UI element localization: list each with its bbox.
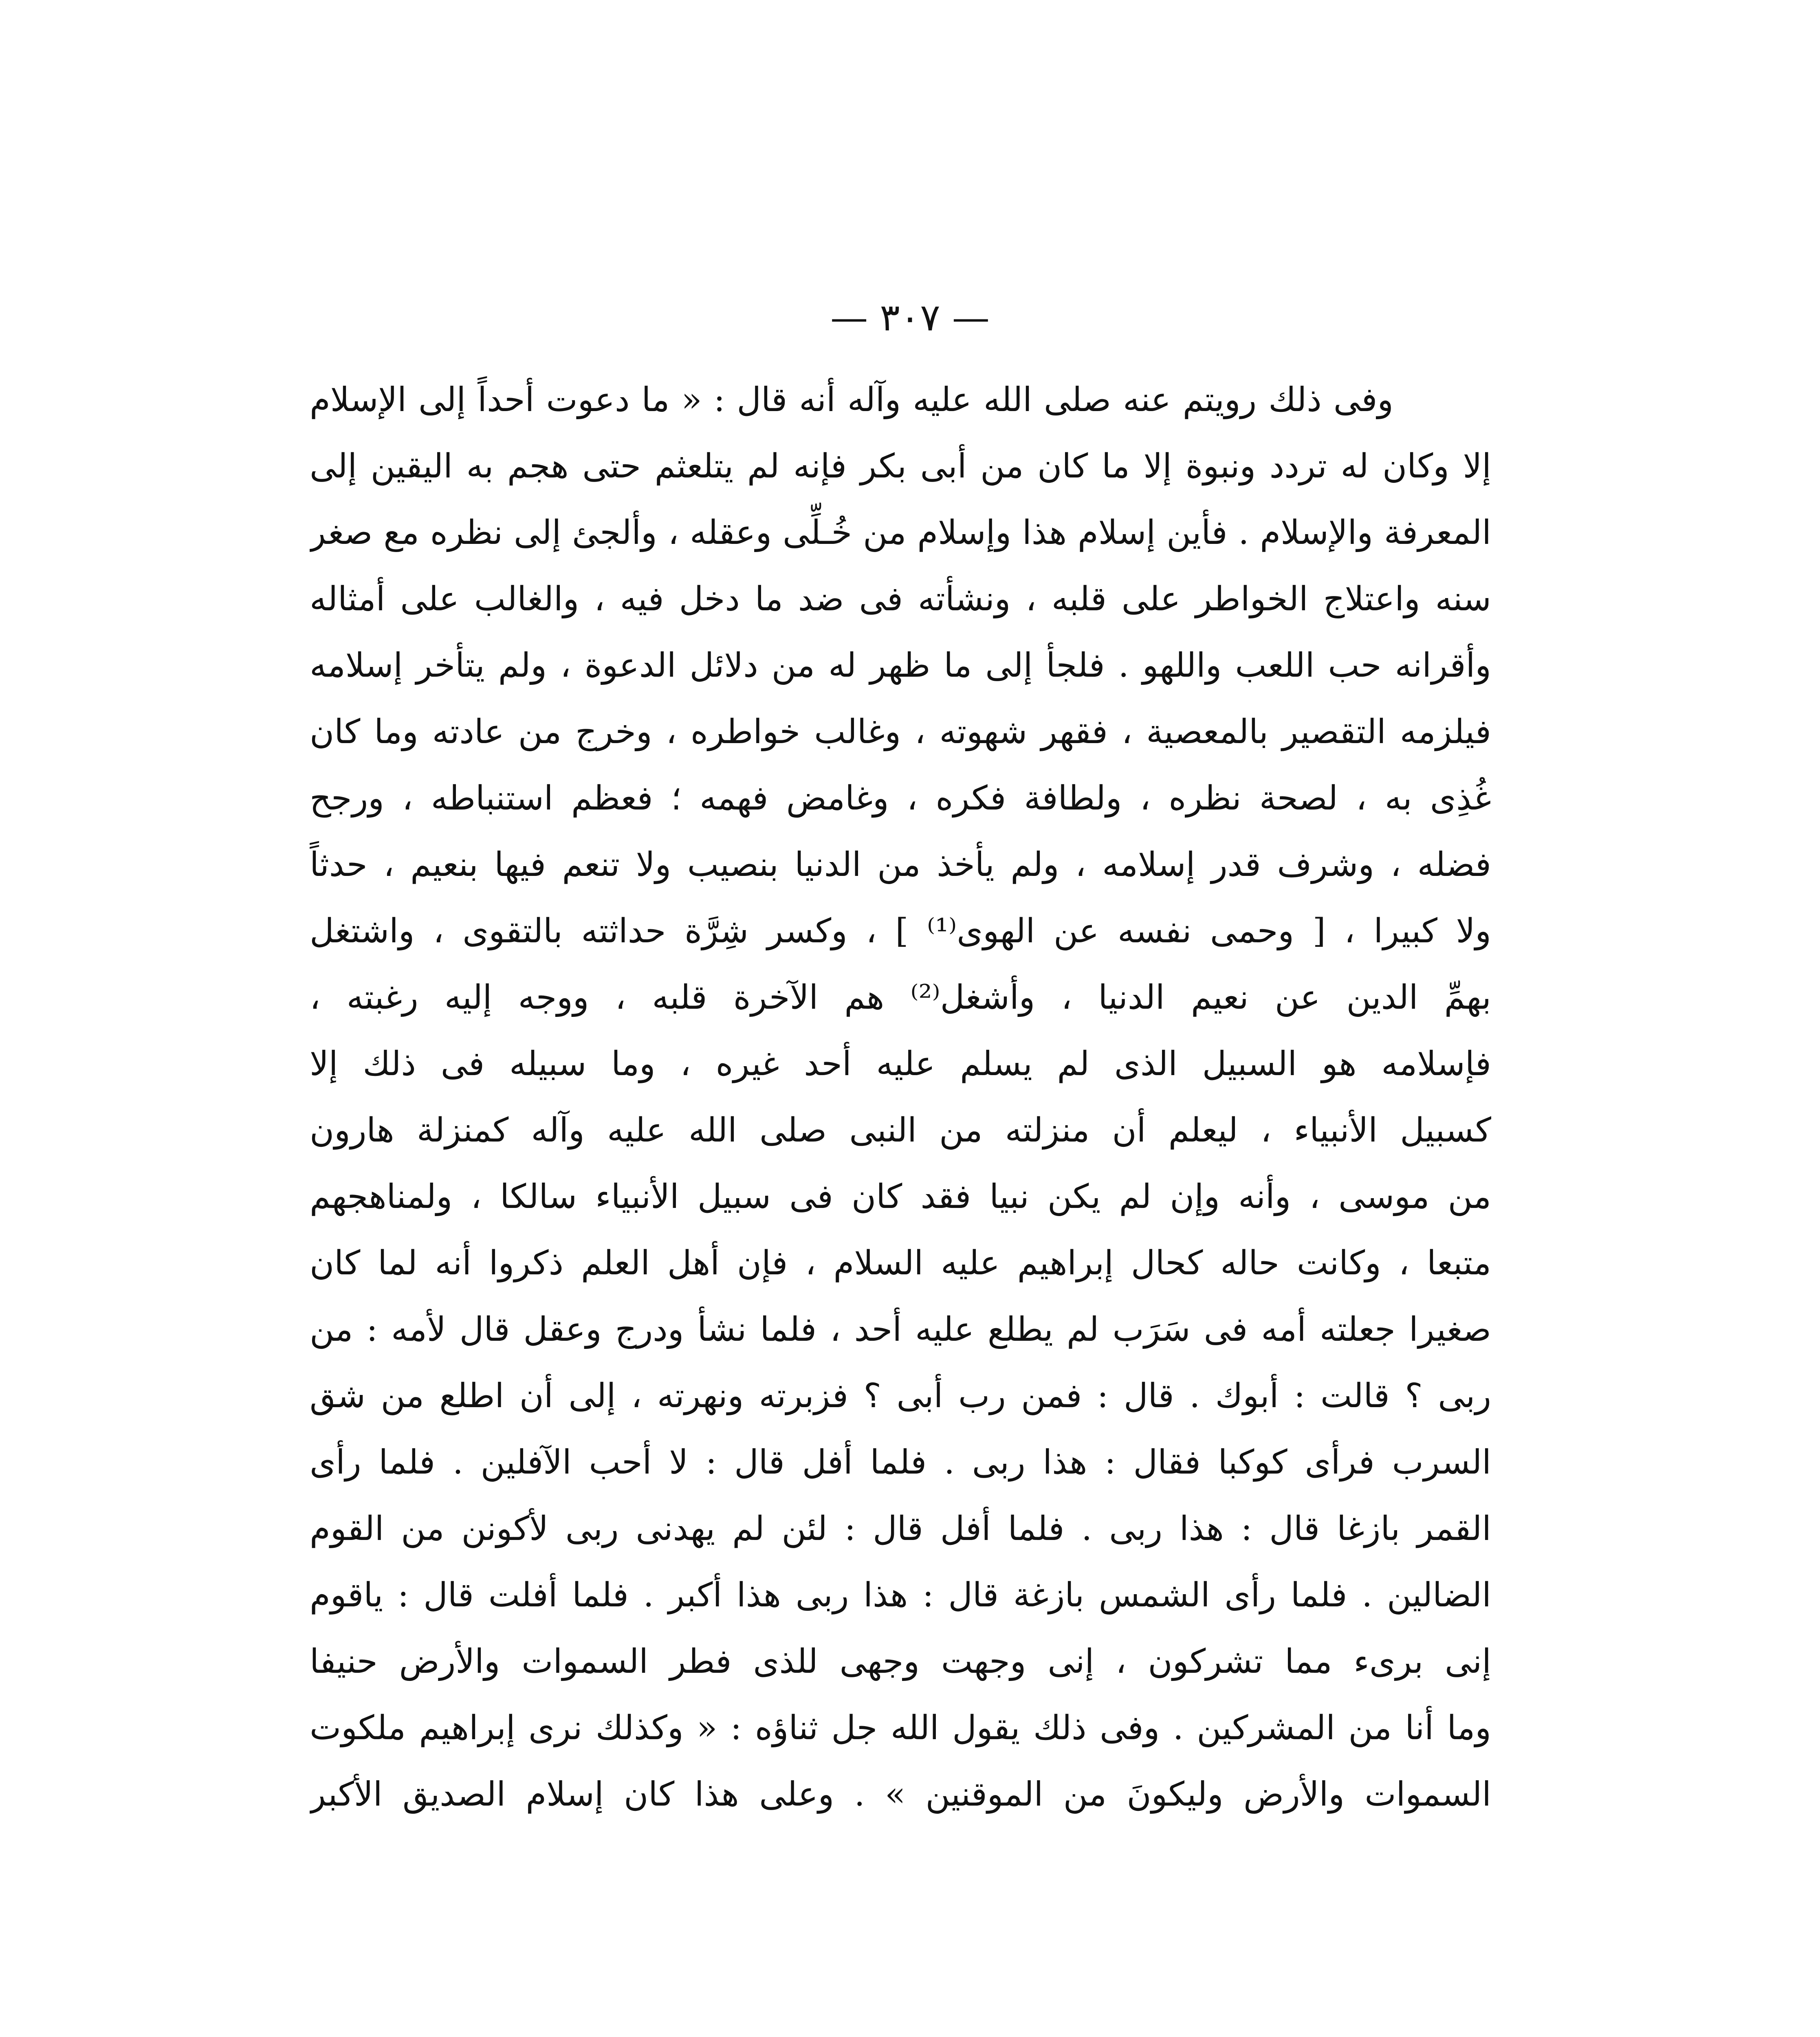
text-line: السموات والأرض وليكونَ من الموقنين » . وعلى هذا كان إسلام الصديق الأكبر (310, 1775, 1491, 1814)
main-text-block (310, 367, 1491, 1828)
text-line: وما أنا من المشركين . وفى ذلك يقول الله جل ثناؤه : « وكذلك نرى إبراهيم ملكوت (310, 1709, 1491, 1747)
text-line: من موسى ، وأنه وإن لم يكن نبيا فقد كان فى سبيل الأنبياء سالكا ، ولمناهجهم (310, 1177, 1491, 1216)
text-line: فضله ، وشرف قدر إسلامه ، ولم يأخذ من الدنيا بنصيب ولا تنعم فيها بنعيم ، حدثاً (310, 845, 1491, 884)
text-line: وفى ذلك رويتم عنه صلى الله عليه وآله أنه قال : « ما دعوت أحداً إلى الإسلام (310, 381, 1393, 419)
text-line: سنه واعتلاج الخواطر على قلبه ، ونشأته فى ضد ما دخل فيه ، والغالب على أمثاله (310, 580, 1491, 618)
text-line: كسبيل الأنبياء ، ليعلم أن منزلته من النبى صلى الله عليه وآله كمنزلة هارون (310, 1111, 1491, 1150)
text-line: الضالين . فلما رأى الشمس بازغة قال : هذا ربى هذا أكبر . فلما أفلت قال : ياقوم (310, 1576, 1491, 1615)
text-line: إلا وكان له تردد ونبوة إلا ما كان من أبى بكر فإنه لم يتلعثم حتى هجم به اليقين إلى (310, 447, 1491, 486)
text-line: ربى ؟ قالت : أبوك . قال : فمن رب أبى ؟ فزبرته ونهرته ، إلى أن اطلع من شق (310, 1377, 1491, 1415)
text-line: غُذِى به ، لصحة نظره ، ولطافة فكره ، وغامض فهمه ؛ فعظم استنباطه ، ورجح (310, 779, 1491, 818)
text-line: القمر بازغا قال : هذا ربى . فلما أفل قال : لئن لم يهدنى ربى لأكونن من القوم (310, 1509, 1491, 1548)
text-line: إنى برىء مما تشركون ، إنى وجهت وجهى للذى فطر السموات والأرض حنيفا (310, 1642, 1491, 1681)
text-line: المعرفة والإسلام . فأين إسلام هذا وإسلام من خُـلِّى وعقله ، وألجئ إلى نظره مع صغر (310, 513, 1491, 552)
text-line: صغيرا جعلته أمه فى سَرَب لم يطلع عليه أحد ، فلما نشأ ودرج وعقل قال لأمه : من (310, 1310, 1491, 1349)
text-line: السرب فرأى كوكبا فقال : هذا ربى . فلما أفل قال : لا أحب الآفلين . فلما رأى (310, 1443, 1491, 1482)
text-line: متبعا ، وكانت حاله كحال إبراهيم عليه السلام ، فإن أهل العلم ذكروا أنه لما كان (310, 1244, 1491, 1282)
page-number: — ٣٠٧ — (830, 296, 990, 339)
text-line: وأقرانه حب اللعب واللهو . فلجأ إلى ما ظهر له من دلائل الدعوة ، ولم يتأخر إسلامه (310, 646, 1491, 685)
text-line: ولا كبيرا ، [ وحمى نفسه عن الهوى⁽¹⁾ ] ، وكسر شِرَّة حداثته بالتقوى ، واشتغل (310, 912, 1491, 950)
text-line: فإسلامه هو السبيل الذى لم يسلم عليه أحد غيره ، وما سبيله فى ذلك إلا (310, 1045, 1491, 1083)
text-line: فيلزمه التقصير بالمعصية ، فقهر شهوته ، وغالب خواطره ، وخرج من عادته وما كان (310, 713, 1491, 751)
text-line: بهمِّ الدين عن نعيم الدنيا ، وأشغل⁽²⁾ هم الآخرة قلبه ، ووجه إليه رغبته ، (310, 978, 1491, 1017)
